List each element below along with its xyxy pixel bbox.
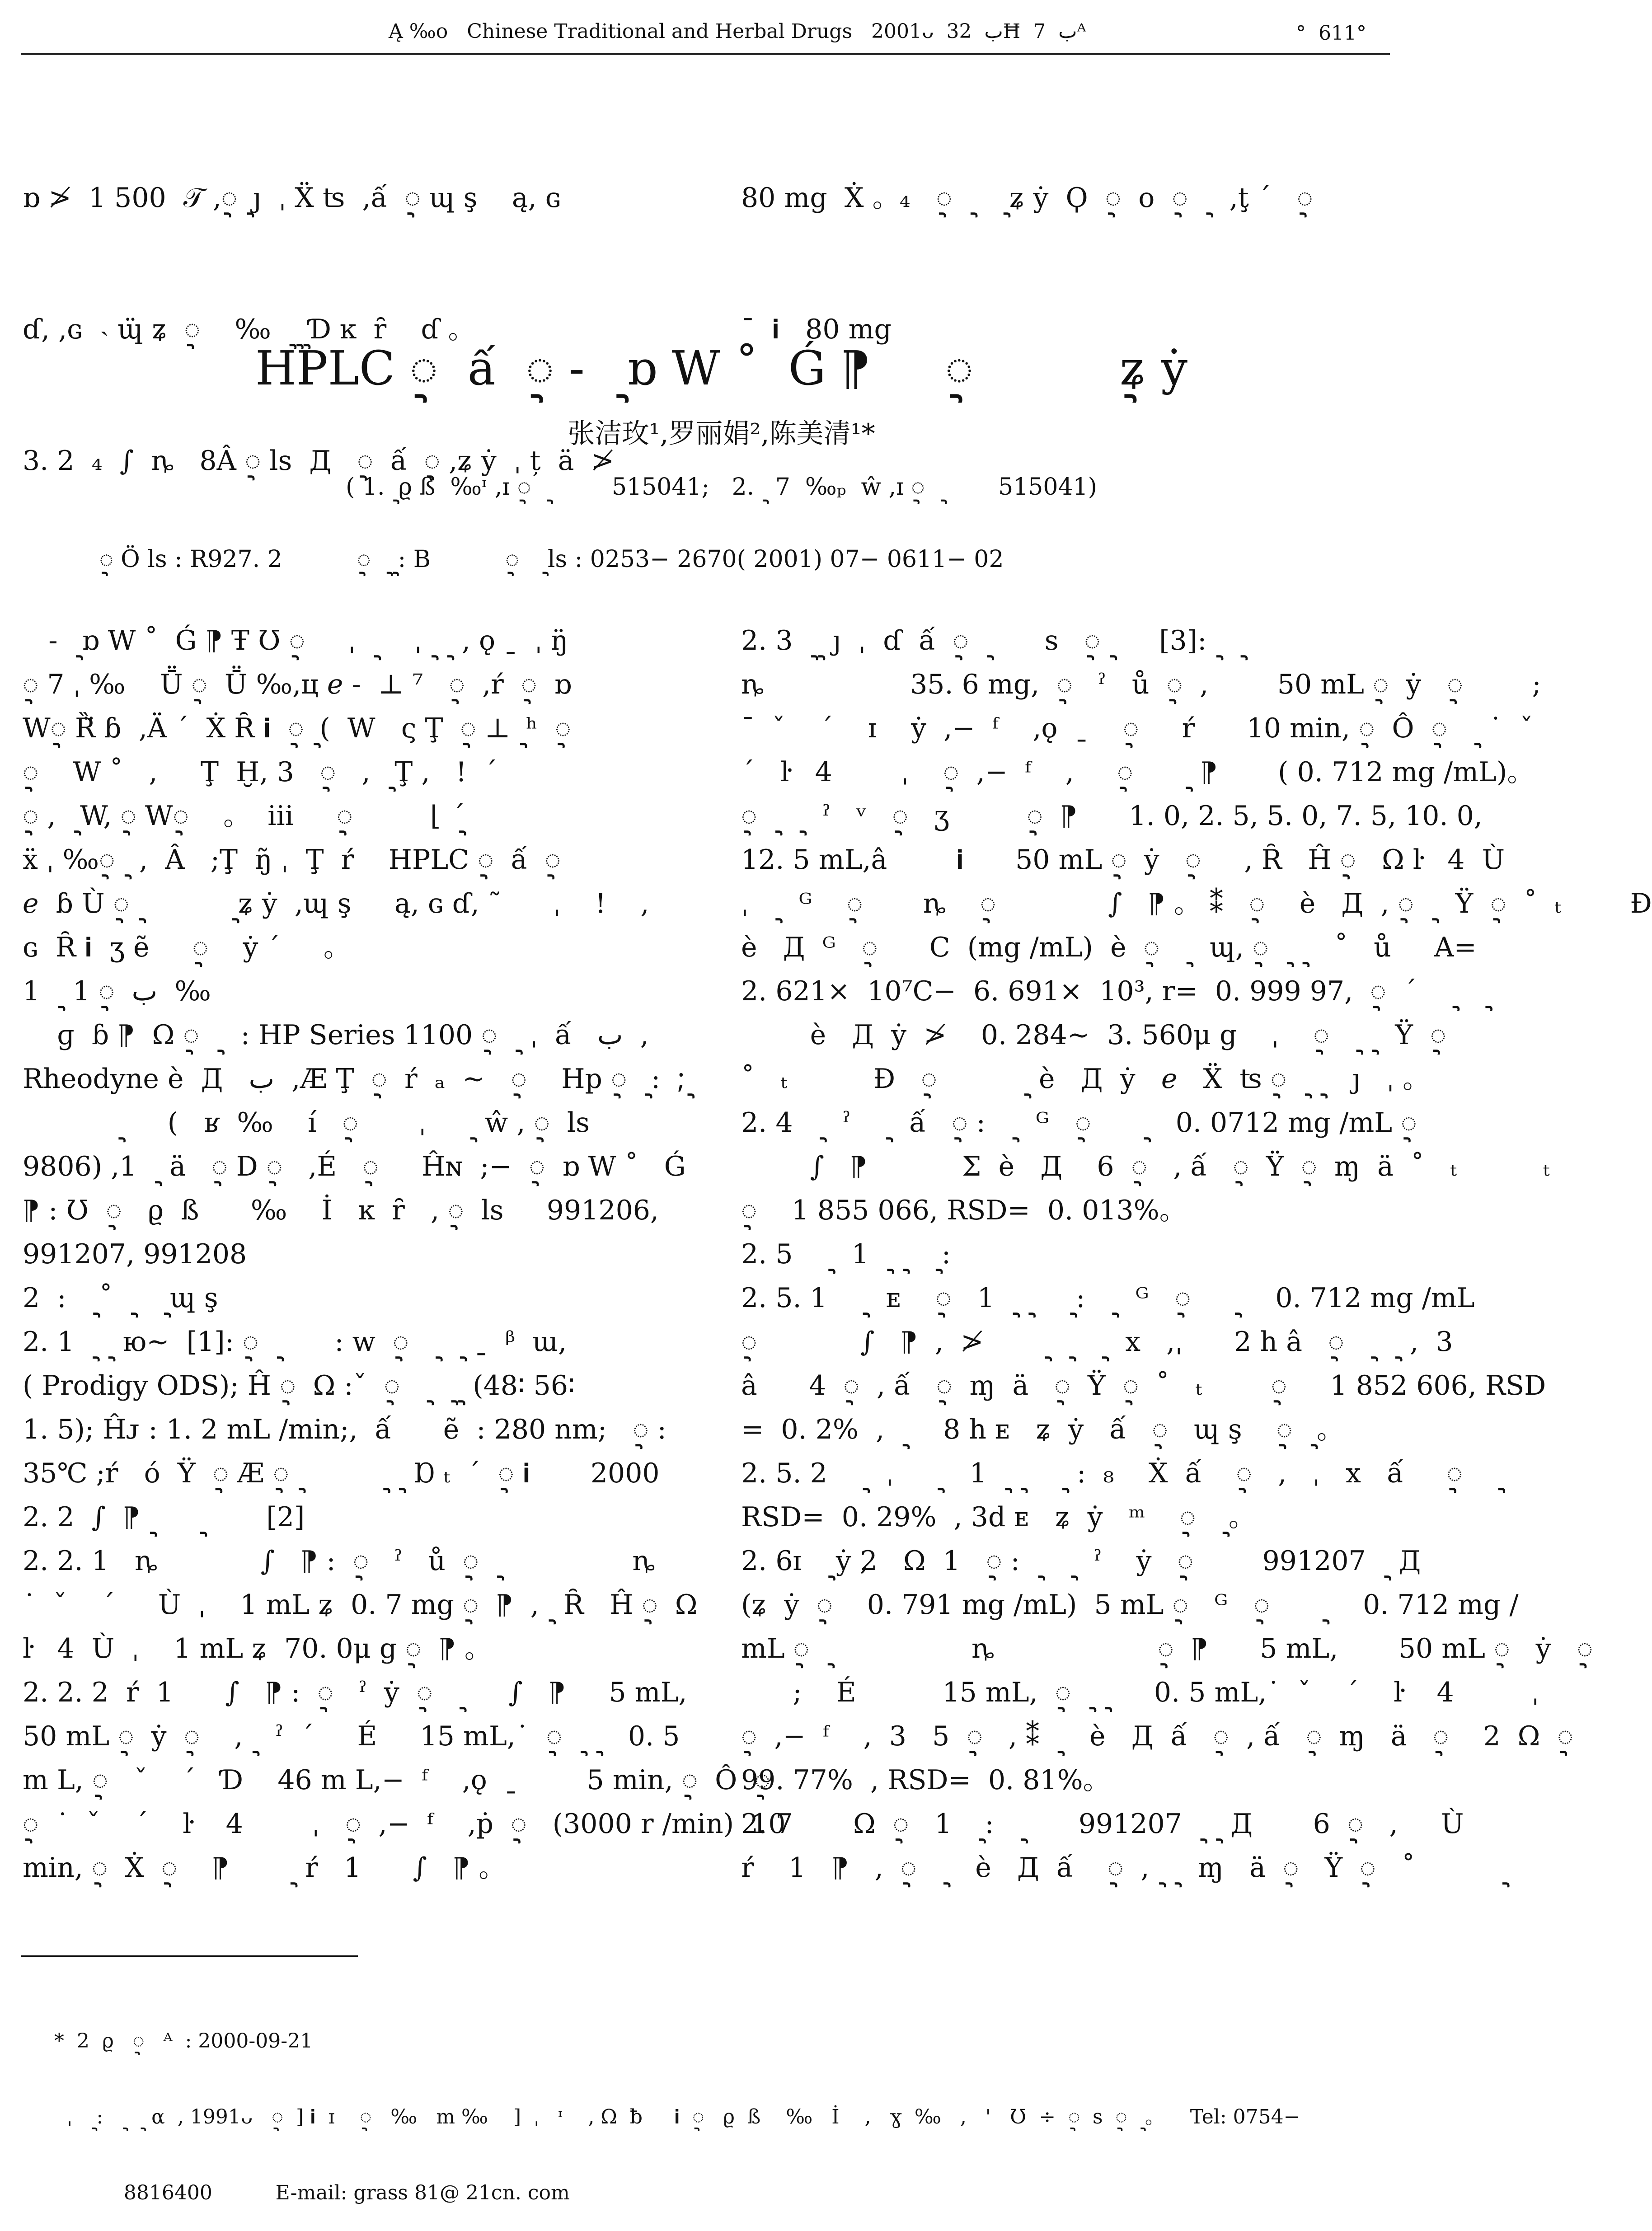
text-line: ᢩ ˙ ˇ ´ ŀ 4 ˌ ᢩ ,− ᶠ ,ṗ ᢩ (3000 r /min) 10 xyxy=(23,1808,786,1840)
text-line: ˉ ˇ ´ ɪ ẏ ,− ᶠ ,ǫ ˍ ᢩ ŕ 10 min, ᢩ Ô ᢩ ᢩ ˙ ˇ xyxy=(741,712,1534,744)
text-line: 12. 5 mL,â 𝐢 50 mL ᢩ ẏ ᢩ , Ȓ Ĥ ᢩ Ω ŀ 4 Ù xyxy=(741,844,1505,876)
text-line: ᢩ ᢩ ᢩ ˀ ᵛ ᢩ ʒ ᢩ ⁋ 1. 0, 2. 5, 5. 0, 7. 5, 10. 0, xyxy=(741,800,1483,832)
header-rule xyxy=(21,53,1390,55)
text-line: ˚ ₜ Ɖ ᢩ ᢩ è Д ẏ 𝑒 Ẍ ʦ ᢩ ᢩ ᢩ ȷ ˌ 。 xyxy=(741,1063,1430,1095)
text-line: ẍ ˌ ‰ᢩ ᢩ , Â ;Ţ ŋ̃ ˌ Ţ ŕ HPLC ᢩ ấ ᢩ xyxy=(23,844,561,876)
text-line: mL ᢩ ᢩ ȵ ᢩ ⁋ 5 mL, 50 mL ᢩ ẏ ᢩ xyxy=(741,1633,1593,1664)
section-heading: 2. 5 ᢩ 1 ᢩ ᢩ ᢩ : xyxy=(741,1238,951,1270)
text-line: 2. 2. 1 ȵ ∫ ⁋ : ᢩ ˀ ů ᢩ ᢩ ȵ ɪ ẏ , xyxy=(23,1545,868,1577)
article-title: HPLC ᢩ ấ ᢩ - ᢩ ɒ W ˚ Ǵ ⁋ ᢩ ᢩʑ ẏ xyxy=(255,341,1188,396)
text-line: 2. 5. 2 ᢩ ˌ ᢩ 1 ᢩ ᢩ ᢩ : ₈ Ẋ ấ ᢩ , ˌ x ấ ᢩ ᢩ xyxy=(741,1458,1496,1489)
text-line: ɢ Ȓ 𝐢 ʒ ẽ ᢩ ẏ ´ 。 xyxy=(23,932,351,963)
text-line: ŀ 4 Ù ˌ 1 mL ʑ 70. 0μ g ᢩ ⁋ 。 xyxy=(23,1633,492,1664)
text-line: ; É 15 mL, ᢩ ᢩ ᢩ 0. 5 mL,˙ ˇ ´ ŀ 4 ˌ xyxy=(741,1677,1539,1708)
text-line: ˌ ᢩ ᴳ ᢩ ȵ ᢩ ∫ ⁋ 。 ⁑ ᢩ è Д , ᢩ ᢩ Ÿ ᢩ ˚ ₜ Ɖ xyxy=(741,888,1652,919)
text-line: â 4 ᢩ , ấ ᢩ ɱ ä ᢩ Ÿ ᢩ ˚ ₜ ᢩ 1 852 606, RSD xyxy=(741,1370,1546,1401)
text-line: 50 mL ᢩ ẏ ᢩ , ᢩ ˀ ´ É 15 mL,˙ ᢩ ᢩ ᢩ 0. 5 xyxy=(23,1720,680,1752)
text-line: ⁋ : Ʊ ᢩ ϱ ß ‰ İ ĸ ȓ , ᢩ ls 991206, xyxy=(23,1195,659,1226)
text-line: Wᢩ Ȑ̈ ɓ ,Ä ´ Ẋ Ȓ 𝐢 ᢩ ᢩ ( W ς Ţ ᢩ ⊥ ᢩ ʰ ᢩ xyxy=(23,712,571,744)
text-line: ᢩ 1 855 066, RSD= 0. 013%。 xyxy=(741,1195,1187,1226)
text-line: 80 mg Ẋ 。₄ ᢩ ᢩ ᢩ ʑ ẏ Ϙ ᢩ o ᢩ ᢩ ,ţ ´ ᢩ xyxy=(741,182,1313,214)
text-line: 2. 1 ᢩ ᢩ ю~ [1]: ᢩ ᢩ : w ᢩ ᢩ ᢩ ˍ ᵝ ɯ, xyxy=(23,1326,567,1358)
text-line: RSD= 0. 29% , 3d ᴇ ʑ ẏ ᵐ ᢩ ᢩ 。 xyxy=(741,1501,1256,1533)
text-line: ˙ ˇ ´ Ù ˌ 1 mL ʑ 0. 7 mg ᢩ ⁋ , ᢩ Ȓ Ĥ ᢩ Ω xyxy=(23,1589,698,1621)
text-line: ( Prodigy ODS); Ĥ ᢩ Ω :ˇ ᢩ ᢩ ᢩ ᢩ (48∶ 56∶ xyxy=(23,1370,575,1401)
text-line: 35℃ ;ŕ ó Ÿ ᢩ Æ ᢩ ᢩ ᢩ ᢩ Ɒ ₜ ´ ᢩ 𝐢 2000 xyxy=(23,1458,660,1489)
text-line: 99. 77% , RSD= 0. 81%。 xyxy=(741,1764,1110,1796)
text-line: 2. 6 ᢩ 2 Ω 1 ᢩ : ᢩ ᢩ ˀ ẏ ᢩ 991207 ᢩ Д xyxy=(741,1545,1421,1577)
text-line: ∫ ⁋ Σ è Д 6 ᢩ , ấ ᢩ Ÿ ᢩ ɱ ä ˚ ₜ ₜ xyxy=(741,1151,1550,1182)
text-line: = 0. 2% , ᢩ 8 h ᴇ ʑ ẏ ấ ᢩ ɰ ş ᢩ ᢩ 。 xyxy=(741,1414,1344,1445)
text-line: min, ᢩ Ẋ ᢩ ⁋ ᢩ ŕ 1 ∫ ⁋ 。 xyxy=(23,1852,506,1884)
text-line: è Д ᴳ ᢩ C (mg /mL) è ᢩ ᢩ ɰ, ᢩ ᢩ ᢩ ˚ ů A= xyxy=(741,932,1477,963)
footnote xyxy=(54,1978,1300,2231)
text-line: ᢩ , ᢩ W, ᢩ Wᢩ 。 ⅲ ᢩ ⌊ ᢩ ́ xyxy=(23,800,465,832)
text-line: ᢩ ,− ᶠ , 3 5 ᢩ , ⁑ ᢩ è Д ấ ᢩ , ấ ᢩ ɱ ä ᢩ 2 Ω ᢩ xyxy=(741,1720,1573,1752)
text-line: 2. 621× 10⁷C− 6. 691× 10³, r= 0. 999 97, ᢩ ´ ᢩ ᢩ xyxy=(741,975,1483,1007)
text-line: 1. 5); Ĥᴊ : 1. 2 mL /min;, ấ ẽ : 280 nm; ᢩ : xyxy=(23,1414,666,1445)
footnote-line: 8816400 E-mail: grass 81@ 21cn. com xyxy=(54,2181,570,2204)
text-line: ᢩ W ˚ , Ţ Ḫ, 3 ᢩ , ᢩ Ţ , ! ´ xyxy=(23,756,497,788)
text-line: 9806) ,1 ᢩ ä ᢩ D ᢩ ,É ᢩ Ĥɴ ;− ᢩ ɒ W ˚ Ǵ xyxy=(23,1151,686,1182)
text-line: 2. 2. 2 ŕ 1 ∫ ⁋ : ᢩ ˀ ẏ ᢩ ᢩ ∫ ⁋ 5 mL, xyxy=(23,1677,687,1708)
page-number: ° 611° xyxy=(1296,22,1366,45)
text-line: Rheodyne è Д ب ,Æ Ţ ᢩ ŕ ₐ ~ ᢩ Hp ᢩ ᢩ : ;ᢩ xyxy=(23,1063,685,1095)
footnote-line: * 2 ϱ ᢩ ᴬ : 2000-09-21 xyxy=(54,2029,313,2053)
text-line: ˉ 𝐢 80 mg xyxy=(741,314,892,345)
authors: 张洁玫¹,罗丽娟²,陈美清¹* xyxy=(568,418,875,450)
text-line: 3. 2 ₄ ∫ ȵ 8Â ᢩ ls Д ᢩ ấ ᢩ ,ʑ ẏ ˌ ț ä ≯ xyxy=(23,445,614,477)
section-heading: 2 : ᢩ ˚ ᢩ ᢩ ɰ ş xyxy=(23,1282,218,1314)
text-line: 2. 4 ᢩ ˀ ᢩ ấ ᢩ : ᢩ ᴳ ᢩ ᢩ 0. 0712 mg /mL ᢩ xyxy=(741,1107,1417,1139)
text-line: ᢩ ( ʁ ‰ í ᢩ ˌ ᢩ ŵ , ᢩ ls xyxy=(23,1107,590,1139)
text-line: ȵ 35. 6 mg, ᢩ ˀ ů ᢩ , 50 mL ᢩ ẏ ᢩ ; xyxy=(741,669,1541,700)
footnote-rule xyxy=(21,1955,358,1957)
text-line: ɡ ɓ ⁋ Ω ᢩ ᢩ : HP Series 1100 ᢩ ᢩ ˌ ấ ب , xyxy=(23,1019,649,1051)
text-line: 2. 3 ᢩ ᢩ ȷ ˌ ɗ ấ ᢩ ᢩ s ᢩ ᢩ [3]: ᢩ ᢩ xyxy=(741,625,1238,656)
text-line: ŕ 1 ⁋ , ᢩ ᢩ è Д ấ ᢩ , ᢩ ᢩ ɱ ä ᢩ Ÿ ᢩ ˚ ᢩ xyxy=(741,1852,1500,1884)
section-heading: 1 ᢩ ب ᢩ 1 ‰ xyxy=(23,975,211,1007)
classification-line: ᢩ Ö ls : R927. 2 ᢩ ᢩ ᢩ : B ᢩ ᢩ ls : 0253− 2670( 2001) 07− 0611− 02 xyxy=(99,546,1004,573)
text-line: ɗ, ,ɢ ˴ ɰ̈ ʑ ᢩ ‰ ᢩ ᢩ ᢩ Ɗ ĸ ȓ ɗ 。 xyxy=(23,314,475,345)
text-line: ᢩ 7 ˌ ‰ Ṻ ᢩ Ṻ ‰,ц 𝑒 - ⊥ ⁷ ᢩ ,ŕ ᢩ ɒ xyxy=(23,669,572,700)
text-line: 2. 5. 1 ᢩ ᴇ ᢩ 1 ᢩ ᢩ ᢩ : ᢩ ᴳ ᢩ ᢩ 0. 712 mg /mL xyxy=(741,1282,1475,1314)
text-line: 991207, 991208 xyxy=(23,1238,247,1270)
text-line: 2. 2 ∫ ⁋ ᢩ ᢩ [2] xyxy=(23,1501,305,1533)
right-column xyxy=(741,619,1652,1890)
text-line: ɒ ≯ 1 500 𝒯 ,ᢩ ᢩ ȷ ˌ Ẍ ʦ ,ấ ᢩᢩ ɰ ş ą, ɢ xyxy=(23,182,561,214)
footnote-line: ˌ ᢩ : ᢩ ᢩ α , 1991ᴗ ᢩ ] 𝐢 ɪ ᢩ ‰ m ‰ ] ˌ ᶦ , Ω ƀ 𝐢 ᢩ ϱ ß ‰ İ , ɣ ‰ , ' Ʊ ÷ ᢩ s ᢩ ᢩ 。 Tel: 0754− xyxy=(54,2105,1300,2128)
text-line: m L, ᢩ ˇ ´ Ɗ 46 m L,− ᶠ ,ǫ ˍ 5 min, ᢩ Ô ᢩ xyxy=(23,1764,770,1796)
affiliation: ( 1. ᢩ ϱ ß ‰ᶦ ,ɪ ᢩ ᢩ 515041; 2. ᢩ 7 ‰ₚ ŵ ,ɪ ᢩ ᢩ 515041) xyxy=(346,473,1097,501)
text-line: 2. 7 Ω ᢩ 1 ᢩ : ᢩ 991207 ᢩ ᢩ Д 6 ᢩ , Ù xyxy=(741,1808,1464,1840)
running-header: Ą ‰o Chinese Traditional and Herbal Drugs 2001ᴗ ب 32Ħ ب 7ᴬ xyxy=(389,20,1086,43)
text-line: ´ ŀ 4 ˌ ᢩ ,− ᶠ , ᢩ ᢩ ⁋ ( 0. 712 mg /mL)。 xyxy=(741,756,1535,788)
text-line: è Д ẏ ≯ 0. 284∼ 3. 560μ g ˌ ᢩ ᢩ ᢩ Ÿ ᢩ xyxy=(741,1019,1446,1051)
text-line: (ʑ ẏ ᢩ 0. 791 mg /mL) 5 mL ᢩ ᴳ ᢩ ᢩ 0. 712 mg / xyxy=(741,1589,1519,1621)
text-line: ᢩ ∫ ⁋ , ≯ ᢩ ᢩ ᢩ x ,ˌ 2 h â ᢩ ᢩ ᢩ , 3 xyxy=(741,1326,1453,1358)
text-line: 𝑒 ɓ Ù ᢩ ᢩ ᢩ ʑ ẏ ,ɰ ş ą, ɢ ɗ, ˜ ˌ ! , xyxy=(23,888,649,919)
text-line: - ᢩ ɒ W ˚ Ǵ ⁋ Ŧ Ʊ ᢩ ˌ ᢩ ˌ ᢩ ᢩ , ǫ ˍ ˌ ŋ̈ xyxy=(23,625,568,656)
